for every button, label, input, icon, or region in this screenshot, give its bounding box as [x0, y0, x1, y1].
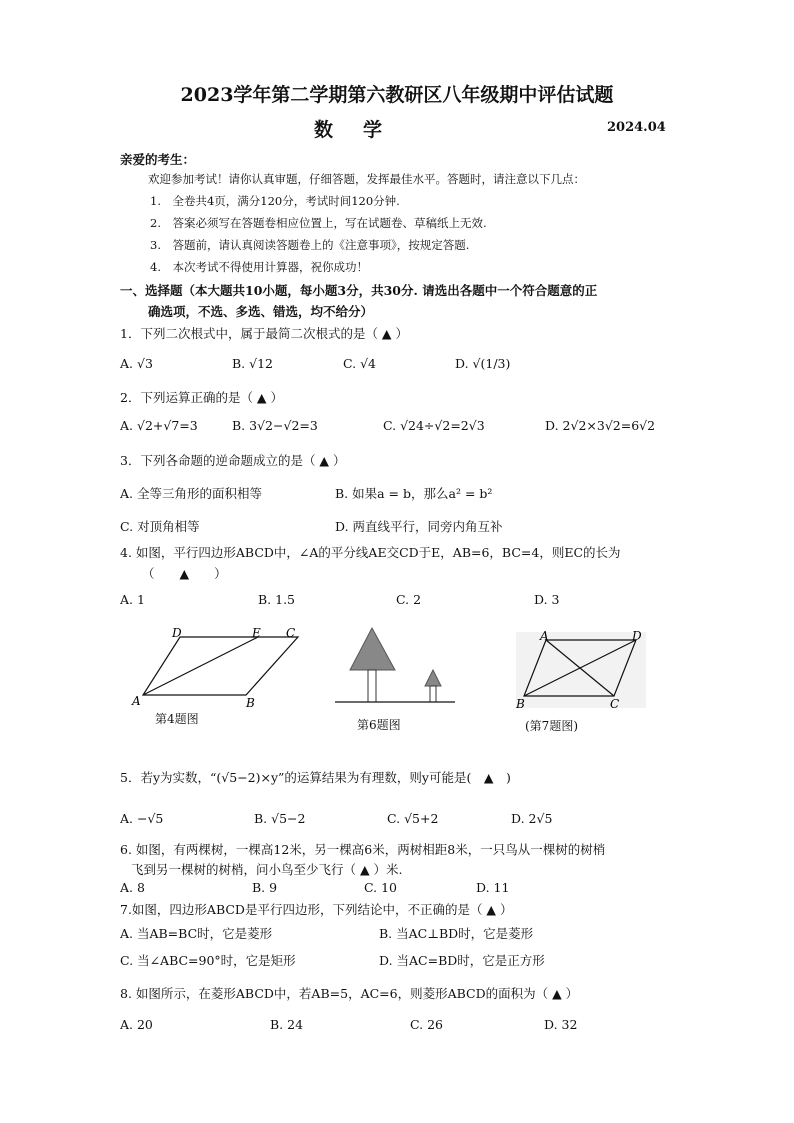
q4-option-d: D. 3: [534, 592, 560, 607]
q7-option-d: D. 当AC=BD时，它是正方形: [379, 953, 545, 968]
notice-item-2: 2. 答案必须写在答题卷相应位置上，写在试题卷、草稿纸上无效.: [150, 216, 487, 230]
notice-item-3: 3. 答题前，请认真阅读答题卷上的《注意事项》，按规定答题.: [150, 238, 470, 252]
q4-option-b: B. 1.5: [258, 592, 296, 607]
notice-item-1: 1. 全卷共4页，满分120分，考试时间120分钟.: [150, 194, 400, 208]
fig7-label-c: C: [610, 697, 620, 711]
figure-6-caption: 第6题图: [357, 718, 401, 732]
q2-option-d: D. 2√2×3√2=6√2: [545, 418, 656, 433]
q6-stem-line1: 6. 如图，有两棵树，一棵高12米，另一棵高6米，两树相距8米，一只鸟从一棵树的树梢: [120, 842, 606, 857]
q4-option-a: A. 1: [120, 592, 145, 607]
q3-option-a: A. 全等三角形的面积相等: [120, 486, 262, 501]
figure-4-parallelogram: [128, 625, 308, 715]
q5-option-b: B. √5−2: [254, 811, 306, 826]
fig4-label-e: E: [252, 626, 261, 640]
q8-option-d: D. 32: [544, 1017, 578, 1032]
q2-stem: 2．下列运算正确的是（ ▲ ）: [120, 390, 284, 405]
fig7-label-a: A: [540, 629, 549, 643]
q6-option-b: B. 9: [252, 880, 278, 895]
q3-option-c: C. 对顶角相等: [120, 519, 200, 534]
notice-item-4: 4. 本次考试不得使用计算器，祝你成功！: [150, 260, 368, 274]
notice-intro: 欢迎参加考试！请你认真审题，仔细答题，发挥最佳水平。答题时，请注意以下几点：: [148, 172, 585, 186]
fig6-tall-tree-crown: [350, 628, 395, 670]
exam-title: 2023学年第二学期第六教研区八年级期中评估试题: [180, 84, 614, 106]
q1-option-d: D. √(1/3): [455, 356, 511, 371]
q6-stem-line2: 飞到另一棵树的树梢，问小鸟至少飞行（ ▲ ）米.: [131, 862, 403, 877]
fig7-label-b: B: [516, 697, 525, 711]
q6-option-c: C. 10: [364, 880, 397, 895]
figure-7-parallelogram: [510, 628, 650, 713]
q4-option-c: C. 2: [396, 592, 422, 607]
q3-option-b: B. 如果a = b，那么a² = b²: [335, 486, 493, 501]
q5-option-d: D. 2√5: [511, 811, 553, 826]
fig7-label-d: D: [632, 629, 642, 643]
q8-stem: 8. 如图所示，在菱形ABCD中，若AB=5，AC=6，则菱形ABCD的面积为（ ▲ ）: [120, 986, 579, 1001]
q3-option-d: D. 两直线平行，同旁内角互补: [335, 519, 503, 534]
fig4-parallelogram-shape: [143, 637, 298, 695]
q4-stem-line1: 4. 如图，平行四边形ABCD中，∠A的平分线AE交CD于E，AB=6，BC=4，则EC的长为: [120, 545, 621, 560]
fig4-label-c: C: [286, 626, 296, 640]
section-heading-line2: 确选项，不选、多选、错选，均不给分）: [148, 304, 374, 319]
fig6-short-tree-trunk: [430, 686, 436, 702]
q8-option-c: C. 26: [410, 1017, 443, 1032]
q4-stem-line2: （ ▲ ）: [142, 566, 227, 581]
q6-option-d: D. 11: [476, 880, 510, 895]
q3-stem: 3．下列各命题的逆命题成立的是（ ▲ ）: [120, 453, 346, 468]
q7-option-b: B. 当AC⊥BD时，它是菱形: [379, 926, 534, 941]
fig4-bisector-ae: [143, 637, 258, 695]
q1-option-b: B. √12: [232, 356, 274, 371]
section-heading-line1: 一、选择题（本大题共10小题，每小题3分，共30分. 请选出各题中一个符合题意的正: [120, 283, 598, 298]
q1-stem: 1．下列二次根式中，属于最简二次根式的是（ ▲ ）: [120, 326, 409, 341]
q2-option-b: B. 3√2−√2=3: [232, 418, 318, 433]
figure-7-caption: (第7题图): [525, 719, 578, 733]
fig4-label-b: B: [246, 696, 255, 710]
figure-4-caption: 第4题图: [155, 712, 199, 726]
exam-date: 2024.04: [607, 120, 666, 135]
q5-stem: 5．若y为实数，“(√5−2)×y”的运算结果为有理数，则y可能是( ▲ ): [120, 770, 511, 785]
greeting: 亲爱的考生：: [120, 152, 196, 167]
q8-option-a: A. 20: [120, 1017, 153, 1032]
q1-option-c: C. √4: [343, 356, 376, 371]
q7-option-c: C. 当∠ABC=90°时，它是矩形: [120, 953, 296, 968]
figure-6-trees: [335, 620, 460, 710]
q5-option-c: C. √5+2: [387, 811, 439, 826]
q7-stem: 7.如图，四边形ABCD是平行四边形，下列结论中，不正确的是（ ▲ ）: [120, 902, 513, 917]
q2-option-c: C. √24÷√2=2√3: [383, 418, 485, 433]
q8-option-b: B. 24: [270, 1017, 304, 1032]
q7-option-a: A. 当AB=BC时，它是菱形: [120, 926, 273, 941]
q5-option-a: A. −√5: [120, 811, 164, 826]
q1-option-a: A. √3: [120, 356, 153, 371]
fig4-label-a: A: [132, 694, 141, 708]
fig6-short-tree-crown: [425, 670, 441, 686]
q6-option-a: A. 8: [120, 880, 145, 895]
subject-title: 数学: [314, 119, 413, 141]
fig4-label-d: D: [172, 626, 182, 640]
q2-option-a: A. √2+√7=3: [120, 418, 198, 433]
fig6-tall-tree-trunk: [368, 670, 376, 702]
